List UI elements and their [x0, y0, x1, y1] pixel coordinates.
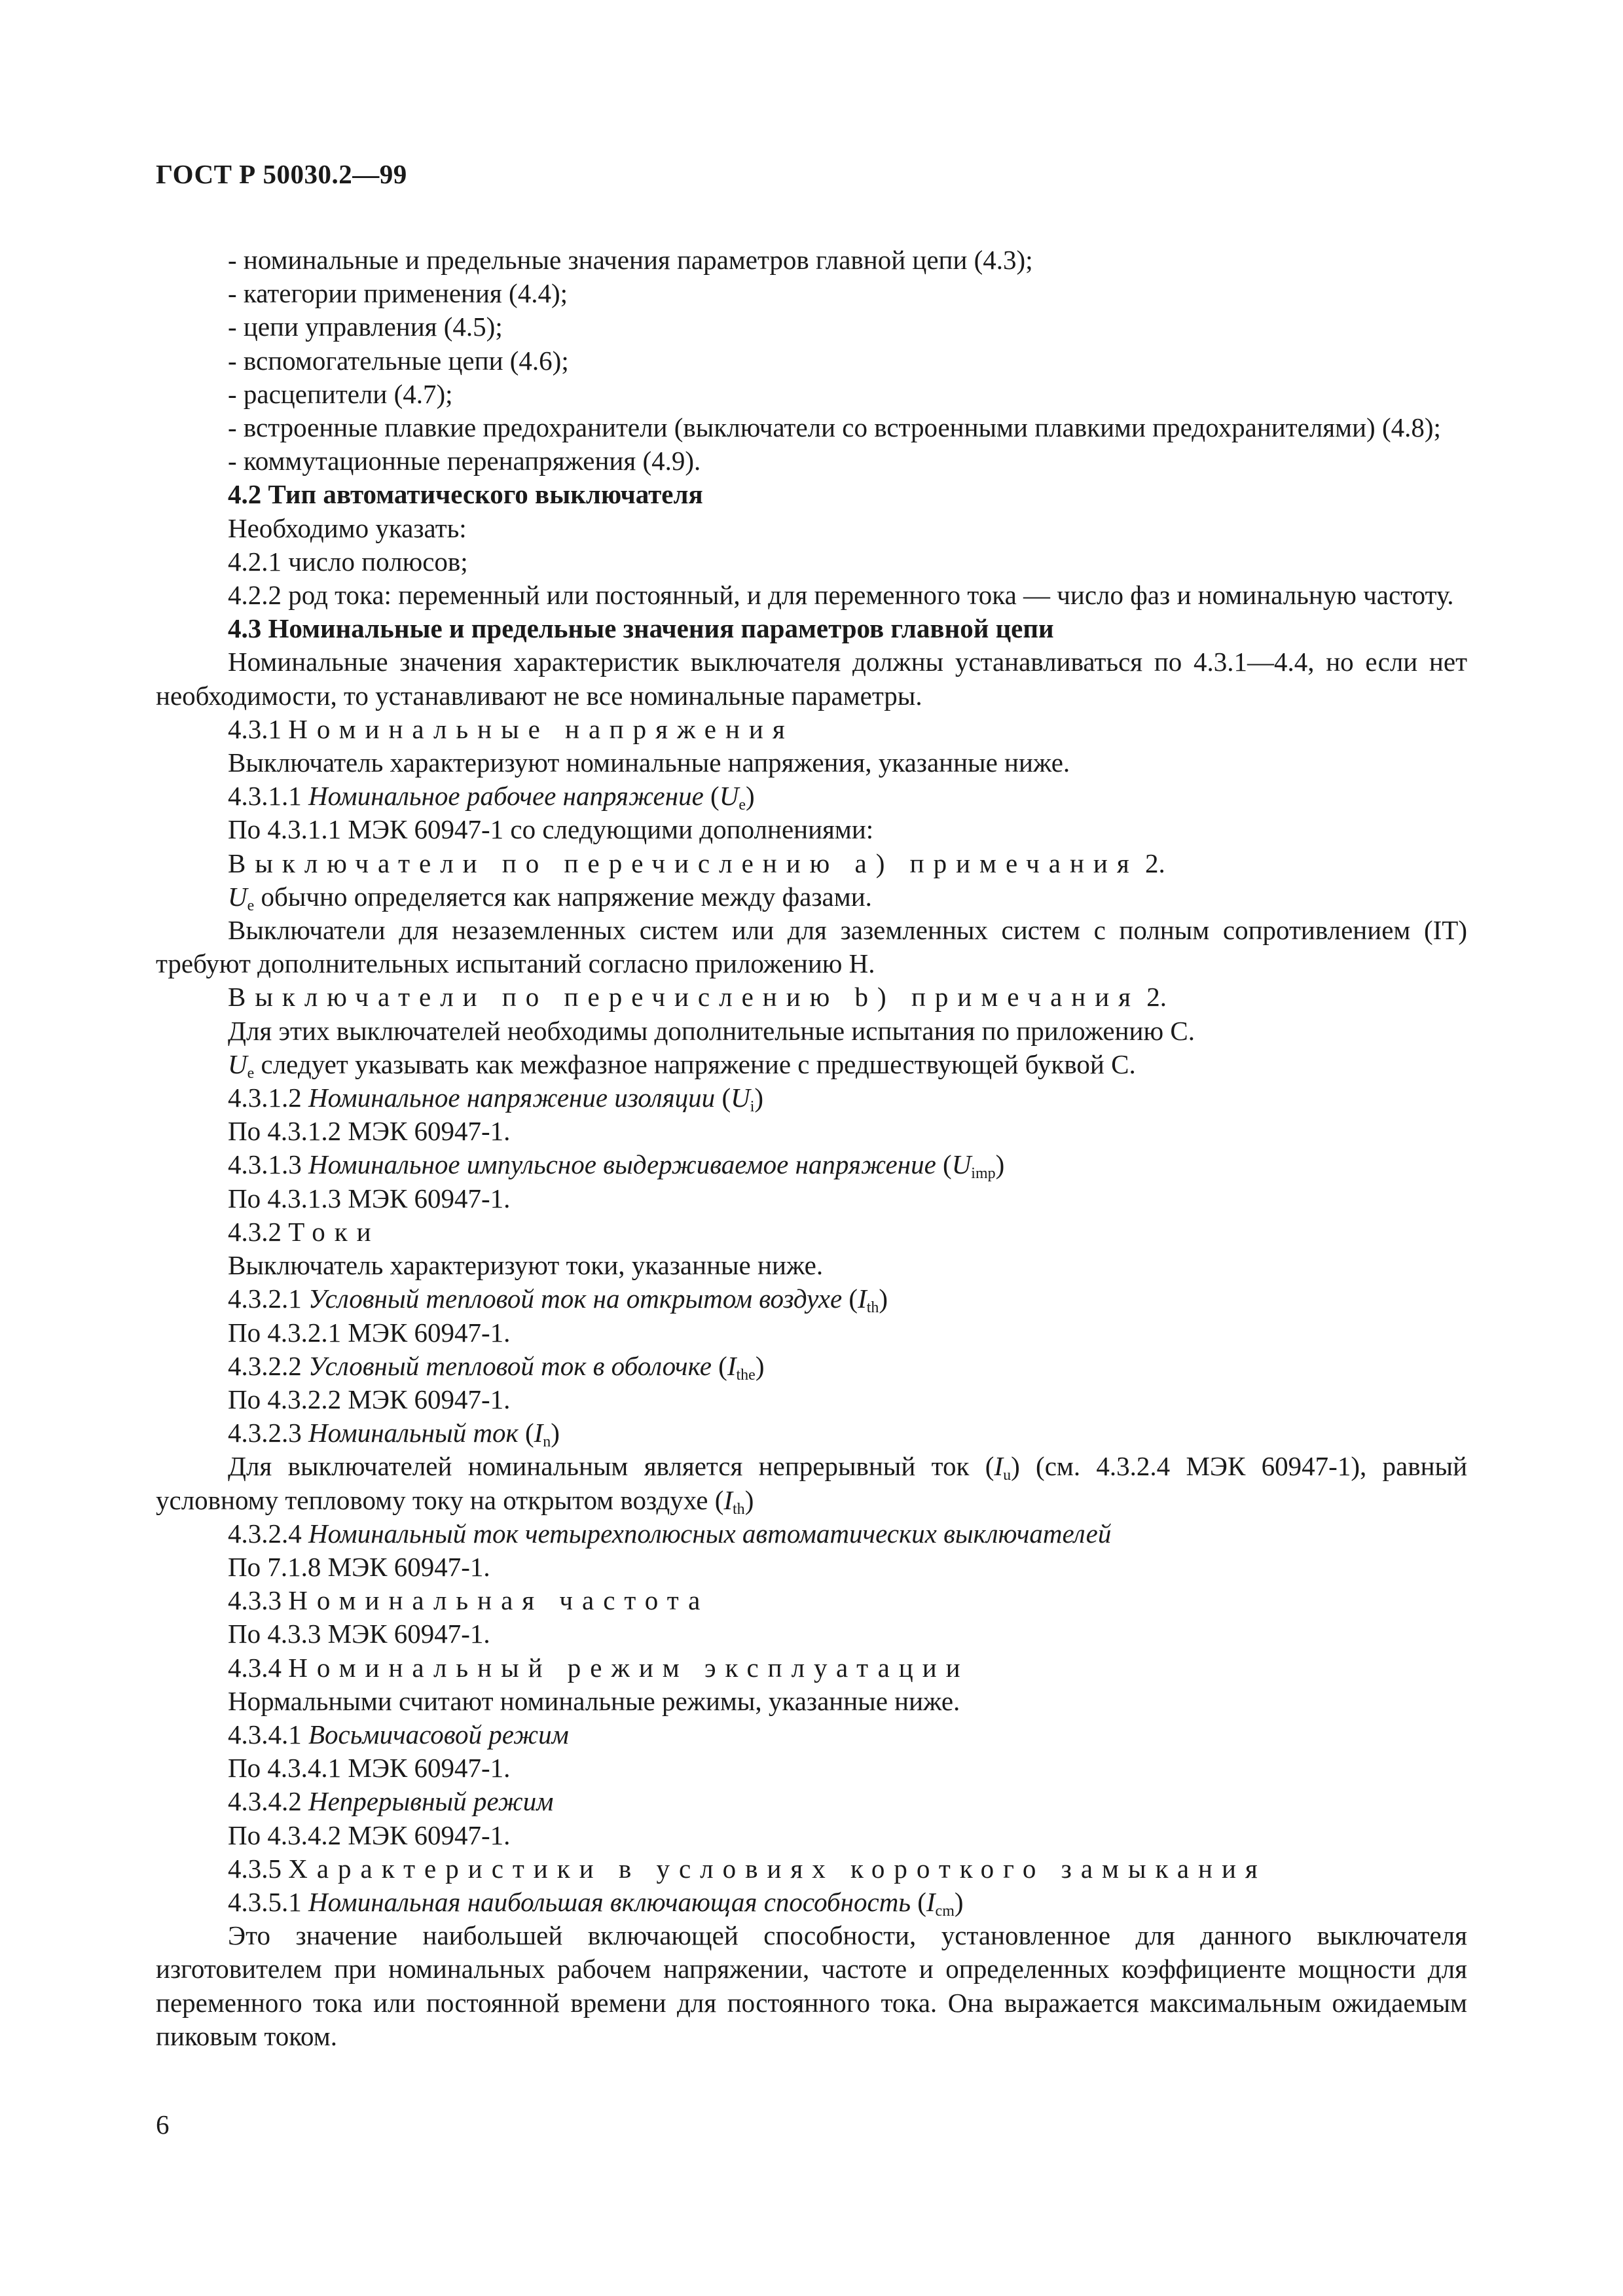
subsection-heading-4-3-1: [156, 713, 1467, 746]
list-item: - категории применения (4.4);: [228, 278, 568, 309]
symbol: U: [228, 881, 247, 912]
clause-title: Номинальная наибольшая включающая способность: [308, 1886, 911, 1917]
note-number: 2.: [1144, 848, 1165, 878]
clause-number: 4.3.1.1: [228, 781, 302, 812]
clause-title: Непрерывный режим: [308, 1786, 554, 1817]
clause-4-3-1-2: 4.3.1.2 Номинальное напряжение изоляции $(U_i)$: [228, 1083, 764, 1116]
paragraph: Это значение наибольшей включающей способности, установленное для данного выключателя изготовителем при номинальных рабочем напряжении, частоте и определенных коэффициенте мощности для переменного тока или постоянной времени для постоянного тока. Она выражается максимальным ожидаемым пиковым током.: [156, 1920, 1467, 2051]
spaced-text: Выключатели по перечислению b) примечания: [228, 982, 1140, 1013]
paragraph: Выключатели для незаземленных систем или для заземленных систем с полным сопротивлением (IT) требуют дополнительных испытаний согласно приложению Н.: [156, 915, 1467, 979]
list-item: - встроенные плавкие предохранители (выключатели со встроенными плавкими предохранителями) (4.8);: [228, 412, 1441, 443]
page-number: 6: [156, 2109, 170, 2140]
text: (см. 4.3.2.4 МЭК 60947-1), равный условному тепловому току на открытом воздухе: [156, 1451, 1468, 1515]
clause-4-3-4-1: [156, 1718, 1467, 1751]
symbol: I: [994, 1451, 1004, 1482]
note-number: 2.: [1146, 982, 1167, 1013]
clause-title: Номинальное напряжение изоляции: [308, 1083, 716, 1113]
symbol: I: [534, 1418, 543, 1448]
clause-number: 4.3.4: [228, 1652, 282, 1683]
list-item: - номинальные и предельные значения параметров главной цепи (4.3);: [228, 245, 1033, 275]
symbol: I: [723, 1484, 733, 1515]
clause-title: Восьмичасовой режим: [308, 1719, 569, 1749]
paragraph: По 4.3.1.1 МЭК 60947-1 со следующими дополнениями:: [228, 814, 874, 845]
clause-number: 4.3.2.2: [228, 1350, 302, 1381]
list-item: - цепи управления (4.5);: [228, 312, 503, 342]
paragraph: Выключатель характеризуют номинальные напряжения, указанные ниже.: [228, 747, 1070, 778]
subscript: e: [247, 1064, 255, 1082]
paragraph: По 4.3.1.3 МЭК 60947-1.: [228, 1183, 511, 1213]
paragraph: Для этих выключателей необходимы дополнительные испытания по приложению С.: [228, 1015, 1195, 1046]
text: Для выключателей номинальным является непрерывный ток: [228, 1451, 970, 1482]
clause-title: Номинальное импульсное выдерживаемое напряжение: [308, 1149, 936, 1180]
clause-number: 4.3.2: [228, 1216, 282, 1247]
paragraph: [156, 847, 1467, 880]
paragraph: По 4.3.3 МЭК 60947-1.: [228, 1619, 490, 1649]
paragraph: По 4.3.2.2 МЭК 60947-1.: [228, 1384, 511, 1414]
clause-number: 4.3.1.2: [228, 1083, 302, 1113]
subsection-heading-4-3-4: [156, 1651, 1467, 1685]
list-item: - коммутационные перенапряжения (4.9).: [228, 446, 701, 476]
clause-title: Условный тепловой ток в оболочке: [308, 1350, 712, 1381]
text: обычно определяется как напряжение между фазами.: [261, 881, 872, 912]
paragraph: Необходимо указать:: [228, 512, 467, 543]
clause-title: Номинальный ток: [308, 1418, 519, 1448]
clause-number: 4.3.3: [228, 1585, 282, 1616]
clause-title: Номинальная частота: [288, 1585, 710, 1616]
clause-title: Номинальный режим эксплуатации: [288, 1652, 970, 1683]
symbol: I: [926, 1886, 936, 1917]
subsection-heading-4-3-2: [156, 1215, 1467, 1249]
clause-title: Характеристики в условиях короткого замыкания: [288, 1853, 1267, 1884]
clause-4-3-2-3: 4.3.2.3 Номинальный ток $(I_n)$: [228, 1418, 560, 1451]
clause-title: Номинальное рабочее напряжение: [308, 781, 704, 812]
paragraph: 4.2.1 число полюсов;: [228, 546, 468, 577]
symbol: U: [951, 1149, 972, 1180]
clause-4-3-1-3: 4.3.1.3 Номинальное импульсное выдерживаемое напряжение $(U_{imp})$: [228, 1149, 1005, 1183]
subscript: cm: [935, 1902, 955, 1920]
symbol: U: [719, 781, 739, 812]
subscript: e: [739, 797, 746, 814]
clause-number: 4.3.4.1: [228, 1719, 302, 1749]
symbol: U: [228, 1049, 247, 1079]
subscript: th: [866, 1299, 879, 1317]
paragraph: [156, 980, 1467, 1014]
paragraph: По 4.3.4.1 МЭК 60947-1.: [228, 1753, 511, 1784]
paragraph: Выключатель характеризуют токи, указанные ниже.: [228, 1250, 824, 1281]
clause-4-3-4-2: [156, 1785, 1467, 1818]
subscript: i: [750, 1098, 755, 1116]
list-item: - вспомогательные цепи (4.6);: [228, 345, 569, 376]
clause-number: 4.3.4.2: [228, 1786, 302, 1817]
clause-4-3-2-1: 4.3.2.1 Условный тепловой ток на открытом воздухе $(I_{th})$: [228, 1283, 888, 1317]
subscript: th: [733, 1500, 745, 1518]
clause-number: 4.3.1: [228, 713, 282, 744]
paragraph: Номинальные значения характеристик выключателя должны устанавливаться по 4.3.1—4.4, но если нет необходимости, то устанавливают не все номинальные параметры.: [156, 647, 1467, 711]
clause-title: Токи: [288, 1216, 380, 1247]
clause-number: 4.3.2.3: [228, 1418, 302, 1448]
subsection-heading-4-3-5: [156, 1852, 1467, 1886]
clause-4-3-2-4: [156, 1517, 1467, 1551]
clause-number: 4.3.2.1: [228, 1283, 302, 1314]
clause-number: 4.3.5.1: [228, 1886, 302, 1917]
list-item: - расцепители (4.7);: [228, 378, 453, 409]
clause-4-3-5-1: 4.3.5.1 Номинальная наибольшая включающая способность $(I_{cm})$: [228, 1886, 964, 1920]
paragraph: [156, 1048, 1467, 1081]
document-body: [156, 243, 1467, 2053]
clause-4-3-2-2: 4.3.2.2 Условный тепловой ток в оболочке $(I_{the})$: [228, 1350, 765, 1384]
section-heading-4-2: 4.2 Тип автоматического выключателя: [228, 479, 703, 510]
clause-title: Условный тепловой ток на открытом воздухе: [308, 1283, 843, 1314]
paragraph: По 4.3.4.2 МЭК 60947-1.: [228, 1820, 511, 1850]
subsection-heading-4-3-3: [156, 1584, 1467, 1617]
section-heading-4-3: 4.3 Номинальные и предельные значения параметров главной цепи: [228, 613, 1054, 644]
subscript: u: [1003, 1467, 1012, 1484]
document-header: ГОСТ Р 50030.2—99: [156, 159, 407, 189]
subscript: e: [247, 897, 255, 914]
text: следует указывать как межфазное напряжение с предшествующей буквой С.: [261, 1049, 1136, 1079]
paragraph: По 7.1.8 МЭК 60947-1.: [228, 1551, 490, 1582]
subscript: n: [543, 1433, 551, 1451]
clause-number: 4.3.2.4: [228, 1518, 302, 1549]
spaced-text: Выключатели по перечислению а) примечания: [228, 848, 1139, 878]
paragraph: Для выключателей номинальным является непрерывный ток $(I_u)$ (см. 4.3.2.4 МЭК 60947-1), равный условному тепловому току на открытом воздухе $(I_{th})$: [156, 1451, 1468, 1518]
subscript: imp: [971, 1165, 996, 1183]
clause-title: Номинальный ток четырехполюсных автоматических выключателей: [308, 1518, 1112, 1549]
paragraph: [156, 880, 1467, 914]
paragraph: Нормальными считают номинальные режимы, указанные ниже.: [228, 1685, 960, 1716]
clause-number: 4.3.5: [228, 1853, 282, 1884]
paragraph: По 4.3.2.1 МЭК 60947-1.: [228, 1317, 511, 1348]
paragraph: 4.2.2 род тока: переменный или постоянный, и для переменного тока — число фаз и номинальную частоту.: [228, 580, 1454, 611]
clause-title: Номинальные напряжения: [288, 713, 794, 744]
clause-number: 4.3.1.3: [228, 1149, 302, 1180]
symbol: U: [731, 1083, 750, 1113]
clause-4-3-1-1: 4.3.1.1 Номинальное рабочее напряжение $(U_e)$: [228, 781, 755, 814]
symbol: I: [858, 1283, 867, 1314]
subscript: the: [736, 1366, 756, 1384]
symbol: I: [727, 1350, 737, 1381]
paragraph: По 4.3.1.2 МЭК 60947-1.: [228, 1116, 511, 1147]
